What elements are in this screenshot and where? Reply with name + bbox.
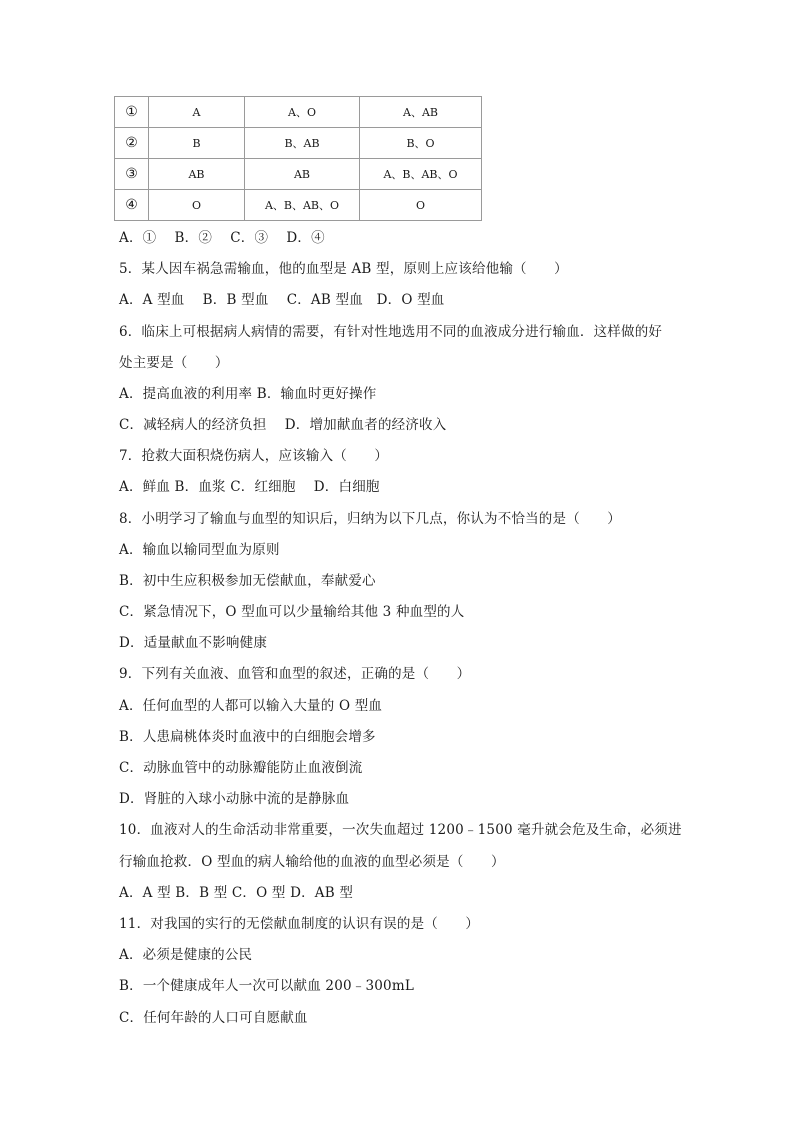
answer-option-q9-c: C．动脉血管中的动脉瓣能防止血液倒流 [119,760,363,776]
answer-option-q11-a: A．必须是健康的公民 [119,947,253,963]
answer-option-q9-a: A．任何血型的人都可以输入大量的 O 型血 [119,698,383,714]
answer-option-q9-b: B．人患扁桃体炎时血液中的白细胞会增多 [119,729,376,745]
table-cell: B、AB [245,128,360,159]
question-9: 9．下列有关血液、血管和血型的叙述，正确的是（ ） [119,666,471,682]
answer-option-q9-d: D．肾脏的入球小动脉中流的是静脉血 [119,791,350,807]
answer-option-q8-c: C．紧急情况下，O 型血可以少量输给其他 3 种血型的人 [119,604,465,620]
row-number-cell: ② [115,128,149,159]
question-6: 6．临床上可根据病人病情的需要，有针对性地选用不同的血液成分进行输血．这样做的好 [119,324,663,340]
table-cell: A、B、AB、O [360,159,482,190]
row-number-cell: ④ [115,190,149,221]
table-row [115,190,482,221]
answer-option-q6-ab: A．提高血液的利用率 B．输血时更好操作 [119,386,377,402]
answer-option-q8-d: D．适量献血不影响健康 [119,635,268,651]
blood-type-table [114,96,482,221]
row-number-cell: ① [115,97,149,128]
table-cell: A、B、AB、O [245,190,360,221]
table-cell: O [360,190,482,221]
table-cell: AB [245,159,360,190]
table-cell: B [149,128,245,159]
answer-options-q7: A．鲜血 B．血浆 C．红细胞 D．白细胞 [119,479,380,495]
table-cell: O [149,190,245,221]
question-11: 11．对我国的实行的无偿献血制度的认识有误的是（ ） [119,916,480,932]
answer-options-q4: A．① B．② C．③ D．④ [119,230,325,246]
table-cell: A、AB [360,97,482,128]
table-cell: B、O [360,128,482,159]
table-row [115,159,482,190]
row-number-cell: ③ [115,159,149,190]
table-cell: A [149,97,245,128]
answer-option-q8-b: B．初中生应积极参加无偿献血，奉献爱心 [119,573,376,589]
question-7: 7．抢救大面积烧伤病人，应该输入（ ） [119,448,389,464]
answer-options-q10: A．A 型 B．B 型 C．O 型 D．AB 型 [119,885,354,901]
answer-option-q11-b: B．一个健康成年人一次可以献血 200﹣300mL [119,978,415,994]
question-5: 5．某人因车祸急需输血，他的血型是 AB 型，原则上应该给他输（ ） [119,261,568,277]
question-10-continued: 行输血抢救．O 型血的病人输给他的血液的血型必须是（ ） [119,854,505,870]
table-row [115,128,482,159]
question-8: 8．小明学习了输血与血型的知识后，归纳为以下几点，你认为不恰当的是（ ） [119,511,621,527]
table-row [115,97,482,128]
answer-option-q11-c: C．任何年龄的人口可自愿献血 [119,1010,308,1026]
table-cell: A、O [245,97,360,128]
table-cell: AB [149,159,245,190]
answer-option-q6-cd: C．减轻病人的经济负担 D．增加献血者的经济收入 [119,417,447,433]
question-10: 10．血液对人的生命活动非常重要，一次失血超过 1200﹣1500 毫升就会危及生命，必须进 [119,822,682,838]
answer-options-q5: A．A 型血 B．B 型血 C．AB 型血 D．O 型血 [119,292,445,308]
question-6-continued: 处主要是（ ） [119,355,229,371]
answer-option-q8-a: A．输血以输同型血为原则 [119,542,280,558]
